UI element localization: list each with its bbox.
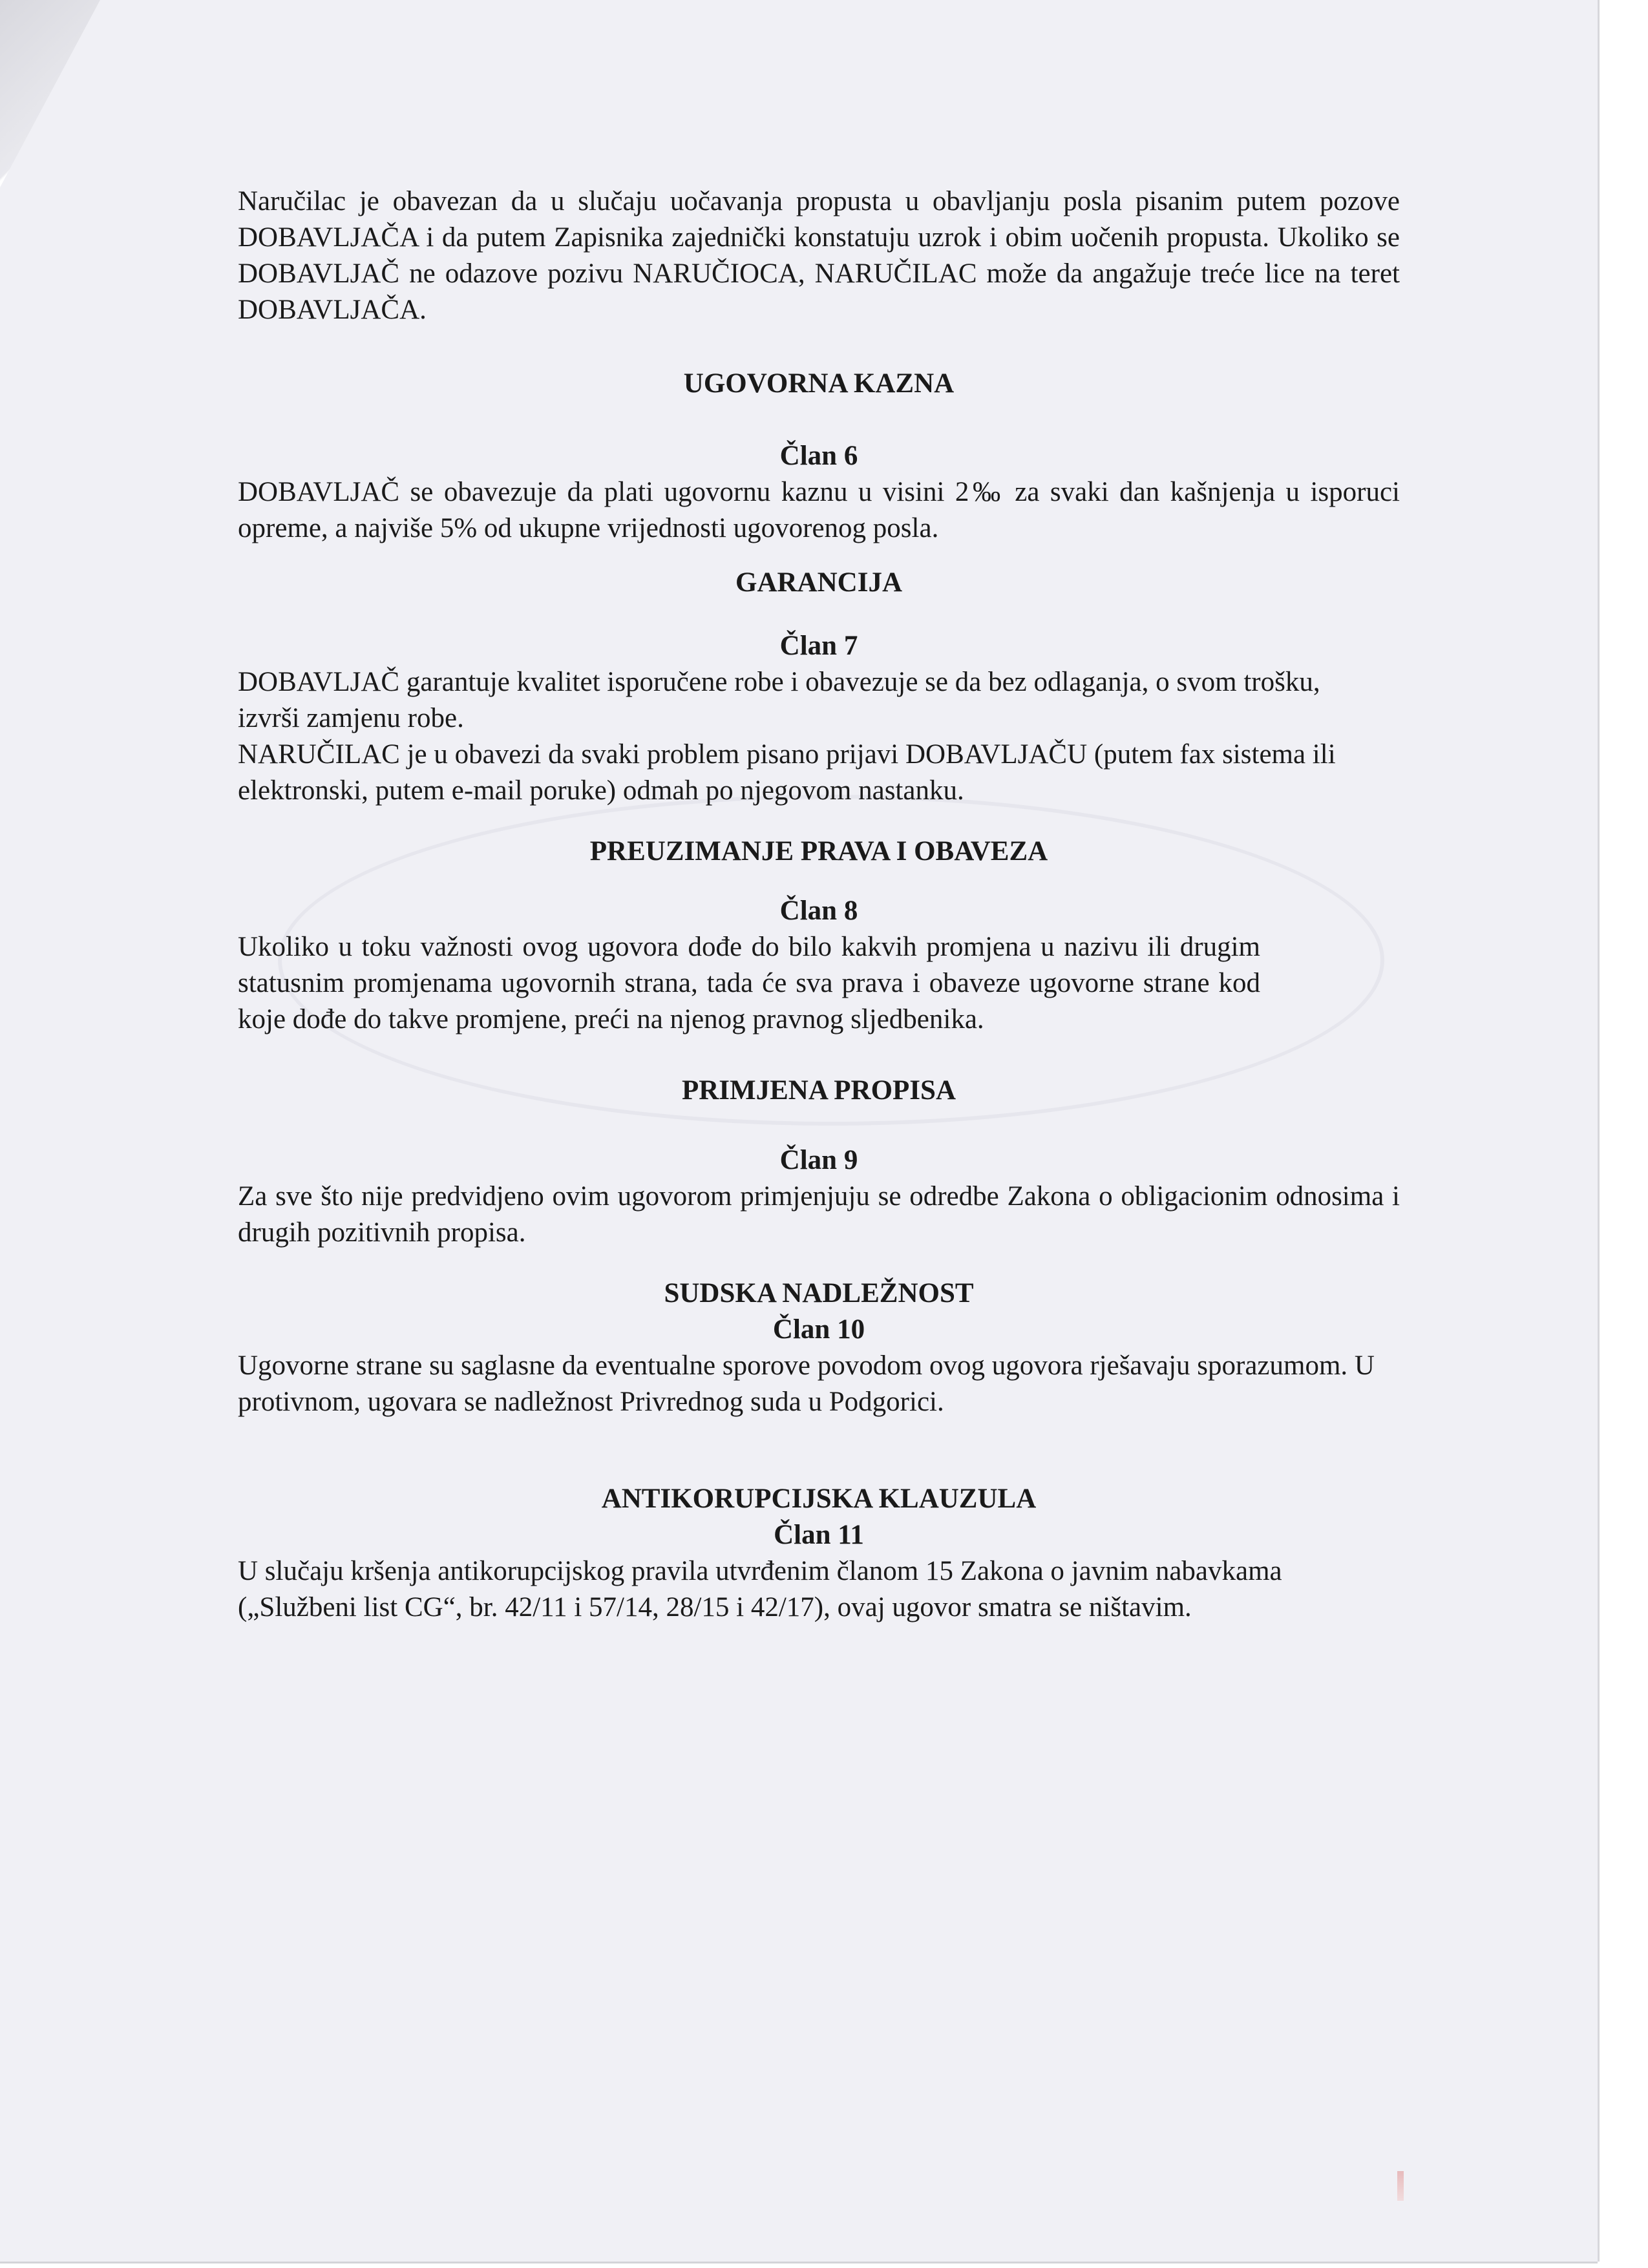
article-9-text: Za sve što nije predvidjeno ovim ugovorom primjenjuju se odredbe Zakona o obligacionim odnosima i drugih pozitivnih propisa. [238, 1181, 1400, 1248]
article-9-title: Član 9 [779, 1145, 858, 1175]
article-8-text: Ukoliko u toku važnosti ovog ugovora dođe do bilo kakvih promjena u nazivu ili drugim statusnim promjenama ugovornih strana, tada će sva prava i obaveze ugovorne strane kod koje dođe do takve promjene, preći na njenog pravnog sljedbenika. [238, 932, 1260, 1034]
article-6-text: DOBAVLJAČ se obavezuje da plati ugovornu kaznu u visini 2‰ za svaki dan kašnjenja u isporuci opreme, a najviše 5% od ukupne vrijednosti ugovorenog posla. [238, 477, 1400, 543]
article-10-text: Ugovorne strane su saglasne da eventualne sporove povodom ovog ugovora rješavaju sporazumom. U protivnom, ugovara se nadležnost Privrednog suda u Podgorici. [238, 1350, 1375, 1417]
red-ink-mark [1397, 2171, 1404, 2201]
page-bottom-edge [0, 2262, 1598, 2263]
section-heading-guarantee: GARANCIJA [735, 567, 902, 598]
article-7-text-1: DOBAVLJAČ garantuje kvalitet isporučene robe i obavezuje se da bez odlaganja, o svom trošku, izvrši zamjenu robe. [238, 667, 1320, 733]
page-right-edge [1598, 0, 1600, 2262]
section-heading-regulations: PRIMJENA PROPISA [681, 1075, 956, 1106]
article-11-title: Član 11 [774, 1520, 864, 1550]
section-heading-jurisdiction: SUDSKA NADLEŽNOST [664, 1278, 974, 1308]
article-10-title: Član 10 [772, 1314, 865, 1345]
article-8-title: Član 8 [779, 896, 858, 926]
section-heading-anticorruption: ANTIKORUPCIJSKA KLAUZULA [601, 1484, 1037, 1514]
article-7-title: Član 7 [779, 631, 858, 661]
article-7-text-2: NARUČILAC je u obavezi da svaki problem pisano prijavi DOBAVLJAČU (putem fax sistema ili elektronski, putem e-mail poruke) odmah po njegovom nastanku. [238, 739, 1336, 806]
article-6-title: Član 6 [779, 441, 858, 471]
section-heading-penalty: UGOVORNA KAZNA [683, 368, 955, 399]
intro-paragraph: Naručilac je obavezan da u slučaju uočavanja propusta u obavljanju posla pisanim putem pozove DOBAVLJAČA i da putem Zapisnika zajednički konstatuju uzrok i obim uočenih propusta. Ukoliko se DOBAVLJAČ ne odazove pozivu NARUČIOCA, NARUČILAC može da angažuje treće lice na teret DOBAVLJAČA. [238, 186, 1400, 325]
article-11-text: U slučaju kršenja antikorupcijskog pravila utvrđenim članom 15 Zakona o javnim nabavkama („Službeni list CG“, br. 42/11 i 57/14, 28/15 i 42/17), ovaj ugovor smatra se ništavim. [238, 1556, 1282, 1622]
document-body [238, 184, 1400, 1626]
section-heading-transfer: PREUZIMANJE PRAVA I OBAVEZA [589, 836, 1048, 866]
